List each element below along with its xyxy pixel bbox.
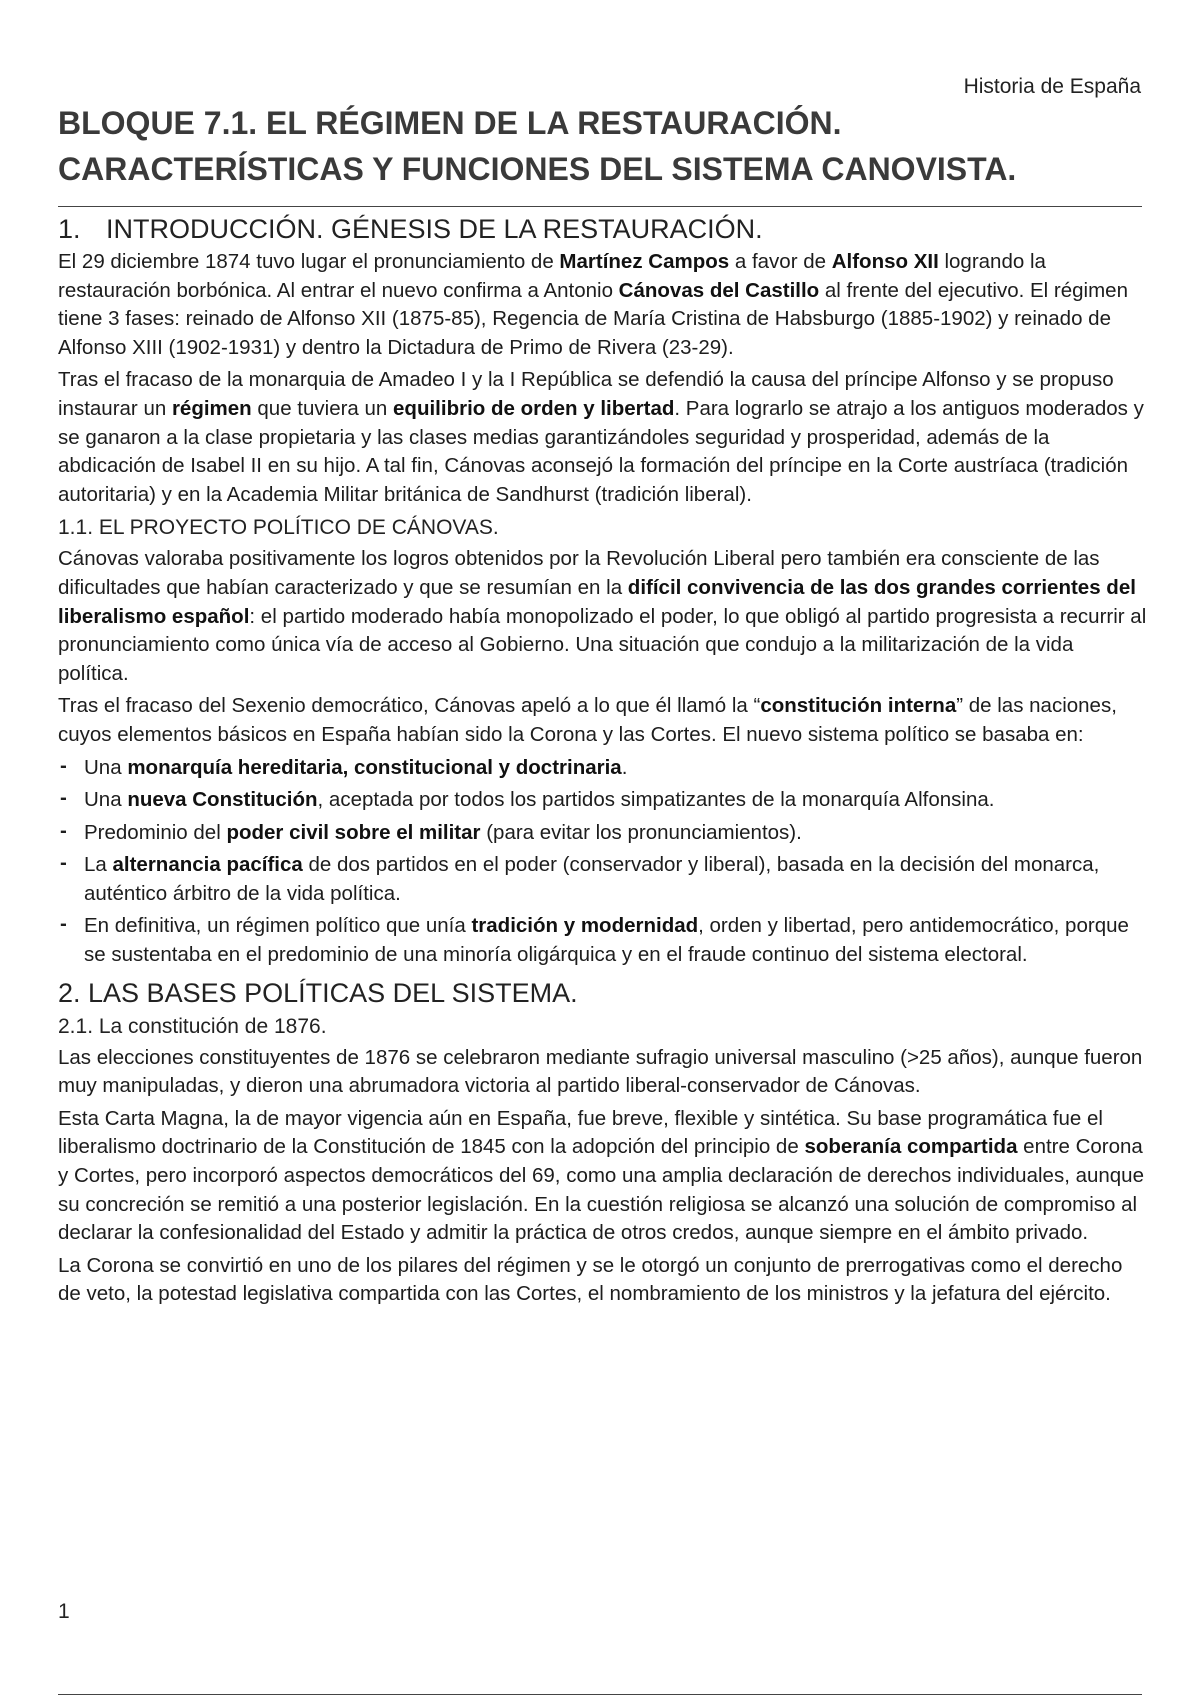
footer-divider [58,1694,1142,1695]
dash-list [58,754,1148,970]
subsection-2-1-heading: 2.1. La constitución de 1876. [58,1014,327,1038]
section-1-number: 1. [58,214,81,244]
section-2-heading: 2. LAS BASES POLÍTICAS DEL SISTEMA. [58,977,578,1008]
paragraph: Tras el fracaso de la monarquia de Amadeo I y la I República se defendió la causa del príncipe Alfonso y se propuso instaurar un régimen que tuviera un equilibrio de orden y libertad. Para lograrlo se atrajo a los antiguos moderados y se ganaron a la clase propietaria y las clases medias garantizándoles seguridad y prosperidad, además de la abdicación de Isabel II en su hijo. A tal fin, Cánovas aconsejó la formación del príncipe en la Corte austríaca (tradición autoritaria) y en la Academia Militar británica de Sandhurst (tradición liberal). [58,368,1144,506]
paragraph: La Corona se convirtió en uno de los pilares del régimen y se le otorgó un conjunto de prerrogativas como el derecho de veto, la potestad legislativa compartida con las Cortes, el nombramiento de los ministros y la jefatura del ejército. [58,1253,1123,1306]
paragraph: Cánovas valoraba positivamente los logros obtenidos por la Revolución Liberal pero también era consciente de las dificultades que habían caracterizado y que se resumían en la difícil convivencia de las dos grandes corrientes del liberalismo español: el partido moderado había monopolizado el poder, lo que obligó al partido progresista a recurrir al pronunciamiento como única vía de acceso al Gobierno. Una situación que condujo a la militarización de la vida política. [58,547,1147,685]
title-line-2: CARACTERÍSTICAS Y FUNCIONES DEL SISTEMA CANOVISTA. [58,151,1017,187]
list-item: - Una nueva Constitución, aceptada por todos los partidos simpatizantes de la monarquía Alfonsina. [58,786,1148,815]
section-1-heading [58,210,1148,248]
list-item: - Una monarquía hereditaria, constitucional y doctrinaria. [58,754,1148,783]
section-1-heading-text: INTRODUCCIÓN. GÉNESIS DE LA RESTAURACIÓN. [106,214,763,244]
title-line-1: BLOQUE 7.1. EL RÉGIMEN DE LA RESTAURACIÓN. [58,105,842,141]
document-body [58,210,1148,1313]
paragraph: Tras el fracaso del Sexenio democrático, Cánovas apeló a lo que él llamó la “constitución interna” de las naciones, cuyos elementos básicos en España habían sido la Corona y las Cortes. El nuevo sistema político se basaba en: [58,694,1117,746]
subsection-1-1-heading: 1.1. EL PROYECTO POLÍTICO DE CÁNOVAS. [58,516,499,540]
list-item: - Predominio del poder civil sobre el militar (para evitar los pronunciamientos). [58,819,1148,848]
document-title [58,100,1148,192]
paragraph: Esta Carta Magna, la de mayor vigencia aún en España, fue breve, flexible y sintética. Su base programática fue el liberalismo doctrinario de la Constitución de 1845 con la adopción del principio de soberanía compartida entre Corona y Cortes, pero incorporó aspectos democráticos del 69, como una amplia declaración de derechos individuales, aunque su concreción se remitió a una posterior legislación. En la cuestión religiosa se alcanzó una solución de compromiso al declarar la confesionalidad del Estado y admitir la práctica de otros credos, aunque siempre en el ámbito privado. [58,1106,1144,1245]
list-item: - En definitiva, un régimen político que unía tradición y modernidad, orden y libertad, pero antidemocrático, porque se sustentaba en el predominio de una minoría oligárquica y en el fraude continuo del sistema electoral. [58,912,1148,969]
running-header: Historia de España [963,75,1141,98]
list-item: - La alternancia pacífica de dos partidos en el poder (conservador y liberal), basada en la decisión del monarca, auténtico árbitro de la vida política. [58,851,1148,908]
paragraph: Las elecciones constituyentes de 1876 se celebraron mediante sufragio universal masculino (>25 años), aunque fueron muy manipuladas, y dieron una abrumadora victoria al partido liberal-conservador de Cánovas. [58,1045,1143,1098]
title-divider [58,206,1142,207]
page-number: 1 [58,1600,70,1623]
paragraph: El 29 diciembre 1874 tuvo lugar el pronunciamiento de Martínez Campos a favor de Alfonso XII logrando la restauración borbónica. Al entrar el nuevo confirma a Antonio Cánovas del Castillo al frente del ejecutivo. El régimen tiene 3 fases: reinado de Alfonso XII (1875-85), Regencia de María Cristina de Habsburgo (1885-1902) y reinado de Alfonso XIII (1902-1931) y dentro la Dictadura de Primo de Rivera (23-29). [58,250,1128,359]
